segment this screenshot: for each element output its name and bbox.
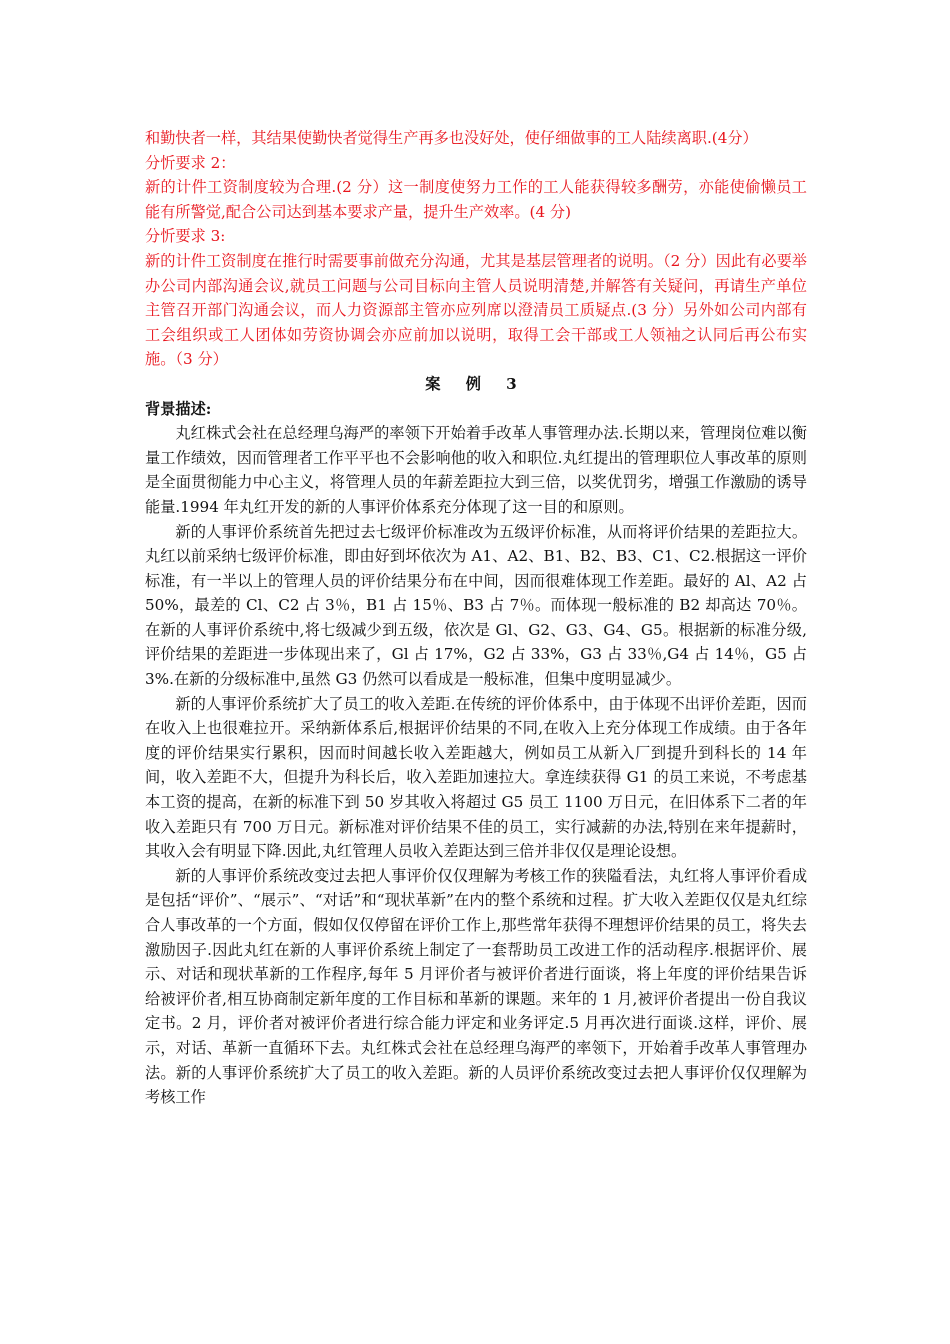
answer-paragraph-1: 和勤快者一样，其结果使勤快者觉得生产再多也没好处，使仔细做事的工人陆续离职.(4分） xyxy=(145,129,758,147)
analysis-requirement-3-label: 分忻要求 3: xyxy=(145,227,226,246)
case-paragraph: 新的人事评价系统改变过去把人事评价仅仅理解为考核工作的狭隘看法，丸红将人事评价看成是包括“评价”、“展示”、“对话”和“现状革新”在内的整个系统和过程。扩大收入差距仅仅是丸红综合人事改革的一个方面，假如仅仅停留在评价工作上,那些常年获得不理想评价结果的员工，将失去激励因子.因此丸红在新的人事评价系统上制定了一套帮助员工改进工作的活动程序.根据评价、展示、对话和现状革新的工作程序,每年 5 月评价者与被评价者进行面谈，将上年度的评价结果告诉给被评价者,相互协商制定新年度的工作目标和革新的课题。来年的 1 月,被评价者提出一份自我议定书。2 月，评价者对被评价者进行综合能力评定和业务评定.5 月再次进行面谈.这样，评价、展示，对话、革新一直循环下去。丸红株式会社在总经理乌海严的率领下，开始着手改革人事管理办法。新的人事评价系统扩大了员工的收入差距。新的人员评价系统改变过去把人事评价仅仅理解为考核工作 xyxy=(145,866,807,1107)
case-paragraph: 新的人事评价系统首先把过去七级评价标准改为五级评价标准，从而将评价结果的差距拉大。丸红以前采纳七级评价标准，即由好到坏依次为 A1、A2、B1、B2、B3、C1、C2.根据这一评价标准，有一半以上的管理人员的评价结果分布在中间，因而很难体现工作差距。最好的 Al、A2 占 50%，最差的 Cl、C2 占 3％，B1 占 15％、B3 占 7％。而体现一般标准的 B2 却高达 70％。在新的人事评价系统中,将七级减少到五级，依次是 Gl、G2、G3、G4、G5。根据新的标准分级,评价结果的差距进一步体现出来了，Gl 占 17%，G2 占 33%，G3 占 33％,G4 占 14％，G5 占 3%.在新的分级标准中,虽然 G3 仍然可以看成是一般标准，但集中度明显减少。 xyxy=(145,522,807,689)
case-title: 案 例 3 xyxy=(425,374,527,393)
analysis-requirement-2-text: 新的计件工资制度较为合理.(2 分）这一制度使努力工作的工人能获得较多酬劳，亦能使偷懒员工能有所警觉,配合公司达到基本要求产量，提升生产效率。(4 分) xyxy=(145,178,807,221)
case-paragraph: 新的人事评价系统扩大了员工的收入差距.在传统的评价体系中，由于体现不出评价差距，因而在收入上也很难拉开。采纳新体系后,根据评价结果的不同,在收入上充分体现工作成绩。由于各年度的评价结果实行累积，因而时间越长收入差距越大，例如员工从新入厂到提升到科长的 14 年间，收入差距不大，但提升为科长后，收入差距加速拉大。拿连续获得 G1 的员工来说，不考虑基本工资的提高，在新的标准下到 50 岁其收入将超过 G5 员工 1100 万日元，在旧体系下二者的年收入差距只有 700 万日元。新标准对评价结果不佳的员工，实行减薪的办法,特别在来年提薪时，其收入会有明显下降.因此,丸红管理人员收入差距达到三倍并非仅仅是理论设想。 xyxy=(145,694,807,861)
document-body xyxy=(145,126,807,1110)
case-paragraph: 丸红株式会社在总经理乌海严的率领下开始着手改革人事管理办法.长期以来，管理岗位难以衡量工作绩效，因而管理者工作平平也不会影响他的收入和职位.丸红提出的管理职位人事改革的原则是全面贯彻能力中心主义，将管理人员的年薪差距拉大到三倍，以奖优罚劣，增强工作激励的诱导能量.1994 年丸红开发的新的人事评价体系充分体现了这一目的和原则。 xyxy=(145,424,807,516)
background-label: 背景描述: xyxy=(145,399,212,418)
analysis-requirement-3-text: 新的计件工资制度在推行时需要事前做充分沟通，尤其是基层管理者的说明。（2 分）因此有必要举办公司内部沟通会议,就员工问题与公司目标向主管人员说明清楚,并解答有关疑问，再请生产单位主管召开部门沟通会议，而人力资源部主管亦应列席以澄清员工质疑点.(3 分）另外如公司内部有工会组织或工人团体如劳资协调会亦应前加以说明，取得工会干部或工人领袖之认同后再公布实施。（3 分） xyxy=(145,251,807,369)
analysis-requirement-2-label: 分忻要求 2： xyxy=(145,153,236,172)
